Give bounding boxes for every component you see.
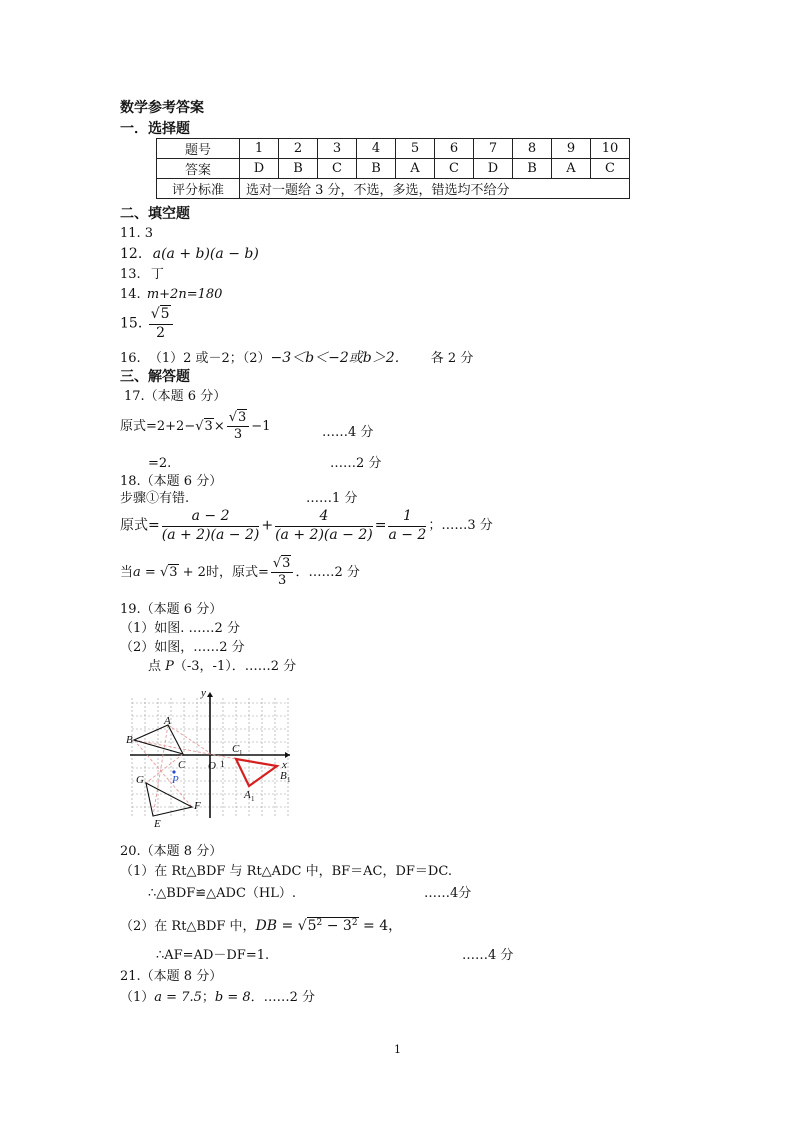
label-a: A	[164, 715, 171, 727]
table-cell: A	[396, 159, 435, 179]
q20-l3-eq: = 4，	[358, 918, 403, 934]
triangle-a1b1c1	[236, 759, 277, 786]
q21-prefix: （1）	[120, 990, 155, 1005]
table-cell: B	[357, 159, 396, 179]
label-y: y	[201, 687, 206, 699]
table-cell: A	[552, 159, 591, 179]
q20-exp-a: 2	[316, 918, 323, 928]
q20-line2: ∴△BDF≌△ADC（HL）.	[148, 886, 297, 901]
label-b1-sub: 1	[287, 776, 291, 784]
q19-line1: （1）如图. ……2 分	[120, 621, 240, 636]
q18-when-line	[120, 556, 360, 590]
scoring-text: 选对一题给 3 分，不选，多选，错选均不给分	[240, 179, 630, 199]
table-cell: 4	[357, 139, 396, 159]
label-b: B	[126, 734, 133, 746]
table-cell: 7	[474, 139, 513, 159]
label-c1-sub: 1	[239, 749, 243, 757]
q18-frac3-num: 1	[388, 508, 426, 527]
label-c1: C	[232, 743, 240, 755]
q18-res-radicand: 3	[282, 556, 291, 571]
table-cell: D	[474, 159, 513, 179]
q19-l3-suffix: （-3，-1）．……2 分	[173, 659, 297, 674]
label-p: P	[172, 774, 179, 786]
q17-radicand: 3	[204, 418, 213, 434]
q17-frac-den: 3	[233, 427, 243, 443]
q18-a-eq: a =	[133, 564, 160, 580]
q20-line2-score: ……4分	[424, 886, 472, 901]
q19-l3-p: P	[165, 659, 174, 674]
q18-step-score: ……1 分	[306, 491, 358, 506]
q18-sqrt: √3	[159, 564, 178, 580]
q15	[120, 306, 175, 342]
q21-score: ．……2 分	[250, 990, 316, 1005]
coordinate-figure	[126, 686, 296, 832]
table-cell: B	[279, 159, 318, 179]
q13-answer: 丁	[150, 267, 164, 282]
q18-header: 18.（本题 6 分）	[120, 474, 223, 489]
q18-score1: ……3 分	[441, 518, 493, 534]
q18-when: 当	[120, 564, 134, 580]
table-cell: C	[591, 159, 630, 179]
q16-part2: −3＜b＜−2或b＞2．	[270, 350, 409, 366]
axes	[130, 694, 290, 818]
table-cell: 10	[591, 139, 630, 159]
table-row-answers	[157, 159, 630, 179]
q17-times: ×	[213, 418, 225, 434]
q12-expression: a(a + b)(a − b)	[152, 246, 259, 262]
q12	[120, 246, 259, 263]
section3-heading: 三、解答题	[120, 369, 190, 385]
q18-frac3	[388, 508, 426, 544]
q18-res-dot: ．	[295, 564, 309, 580]
q18-score2: ……2 分	[308, 564, 360, 580]
q18-radicand: 3	[169, 564, 178, 580]
q18-frac2-den: (a + 2)(a − 2)	[275, 526, 373, 543]
x-axis-arrow	[285, 752, 290, 758]
q19-l3-prefix: 点	[148, 659, 166, 674]
q20-line1: （1）在 Rt△BDF 与 Rt△ADC 中，BF＝AC，DF＝DC.	[120, 864, 452, 879]
label-e: E	[154, 818, 161, 830]
q16-score: 各 2 分	[430, 351, 474, 366]
table-cell: 9	[552, 139, 591, 159]
q18-prefix: 原式=	[120, 517, 160, 534]
doc-title: 数学参考答案	[120, 100, 204, 116]
q17-minus: −	[184, 418, 196, 434]
q13-number: 13.	[120, 267, 141, 282]
table-cell: B	[513, 159, 552, 179]
q17-sqrt: √3	[195, 418, 213, 434]
q18-semi: ；	[428, 518, 442, 534]
q21-sep: ；	[201, 990, 215, 1005]
q21-a: a = 7.5	[154, 990, 202, 1005]
table-cell: 3	[318, 139, 357, 159]
q17-suffix: −1	[251, 418, 271, 434]
q20-line4: ∴AF=AD－DF=1.	[156, 948, 270, 963]
q18-frac1-den: (a + 2)(a − 2)	[161, 526, 260, 543]
q18-frac1	[162, 508, 260, 544]
q15-number: 15.	[120, 315, 143, 332]
label-a1-sub: 1	[251, 795, 255, 803]
q18-frac2-num: 4	[275, 508, 373, 527]
table-cell: 5	[396, 139, 435, 159]
table-cell: 6	[435, 139, 474, 159]
table-cell: D	[240, 159, 279, 179]
section2-heading: 二、填空题	[120, 206, 190, 222]
q18-res-den: 3	[278, 573, 287, 589]
q17-line2: =2.	[148, 456, 172, 471]
q20-l3-db: DB =	[255, 918, 298, 934]
row-label-number: 题号	[157, 139, 240, 159]
q14-answer: m+2n=180	[146, 287, 223, 302]
q18-frac2	[275, 508, 373, 544]
table-cell: C	[435, 159, 474, 179]
q20-rad-b: 3	[342, 918, 352, 934]
q17-score2: ……2 分	[330, 456, 382, 471]
q12-number: 12.	[120, 246, 143, 262]
label-b1: B	[280, 770, 287, 782]
q18-step: 步骤①有错.	[120, 491, 190, 506]
label-f: F	[194, 800, 201, 812]
q18-eq: =	[374, 517, 387, 534]
q15-denominator: 2	[156, 324, 166, 341]
q20-minus: −	[322, 918, 343, 934]
row-label-scoring: 评分标准	[157, 179, 240, 199]
row-label-answer: 答案	[157, 159, 240, 179]
q20-rad-a: 5	[307, 918, 317, 934]
y-axis-arrow	[207, 692, 213, 697]
q16-part1: （1）2 或－2；（2）	[148, 351, 271, 366]
table-cell: 8	[513, 139, 552, 159]
table-cell: C	[318, 159, 357, 179]
q16-number: 16.	[120, 351, 141, 366]
q15-radicand: 5	[160, 306, 170, 322]
q13	[120, 267, 164, 283]
q11: 11. 3	[120, 226, 154, 241]
q14-number: 14.	[120, 287, 141, 302]
q20-line4-score: ……4 分	[462, 948, 514, 963]
q17-frac-radicand: 3	[238, 410, 247, 425]
q21-b: b = 8	[214, 990, 251, 1005]
q21-header: 21.（本题 8 分）	[120, 969, 223, 984]
table-row-numbers	[157, 139, 630, 159]
label-o: O	[208, 760, 216, 772]
label-g: G	[136, 774, 144, 786]
q19-line2: （2）如图，……2 分	[120, 640, 245, 655]
section1-heading: 一．选择题	[120, 121, 190, 137]
q15-fraction: $\frac{√5}{2}$	[149, 306, 173, 342]
triangle-efg	[146, 783, 192, 816]
table-cell: 1	[240, 139, 279, 159]
q19-line3	[148, 659, 296, 675]
q18-plus: +	[261, 517, 274, 534]
q20-line3	[120, 918, 402, 935]
label-a1: A	[244, 789, 251, 801]
q19-header: 19.（本题 6 分）	[120, 602, 223, 617]
label-x: x	[282, 759, 287, 771]
q18-when2: 时，原式=	[205, 564, 269, 580]
table-cell: 2	[279, 139, 318, 159]
q17-fraction: $\frac{√3}{3}$	[227, 410, 250, 444]
q14	[120, 287, 222, 303]
q17-prefix: 原式=2+2	[120, 418, 185, 434]
table-row-scoring	[157, 179, 630, 199]
label-one: 1	[220, 759, 225, 769]
q18-result-frac: $\frac{√3}{3}$	[271, 556, 294, 590]
label-c: C	[178, 759, 186, 771]
q18-frac1-num: a − 2	[162, 508, 260, 527]
page-number: 1	[394, 1043, 401, 1056]
q20-exp-b: 2	[351, 918, 358, 928]
q18-frac3-den: a − 2	[388, 526, 427, 543]
q17-line1	[120, 410, 270, 444]
q20-sqrt: $√5^2 - 3^2$	[297, 918, 358, 934]
q21-line1	[120, 990, 315, 1006]
triangle-abc	[134, 725, 183, 754]
q17-header: 17.（本题 6 分）	[124, 389, 227, 404]
q17-score1: ……4 分	[322, 425, 374, 440]
q16	[120, 350, 473, 367]
q20-header: 20.（本题 8 分）	[120, 844, 223, 859]
q18-line	[120, 508, 493, 544]
answer-table	[156, 138, 630, 199]
q18-plus2: + 2	[178, 564, 206, 580]
q20-l3-prefix: （2）在 Rt△BDF 中，	[120, 919, 256, 934]
